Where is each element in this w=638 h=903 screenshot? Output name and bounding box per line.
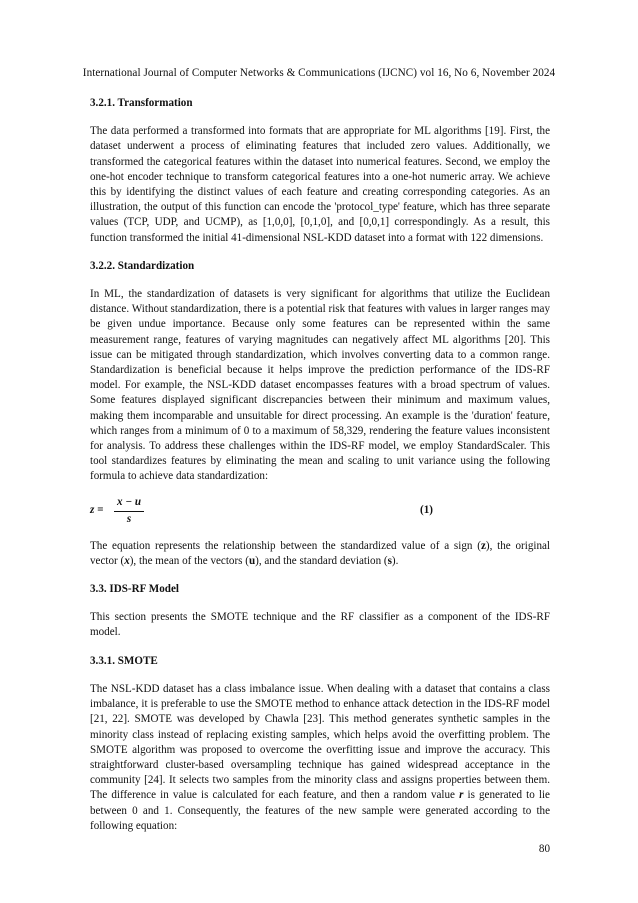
section-heading-standardization: 3.2.2. Standardization [90,259,195,272]
section-heading-ids-rf-model: 3.3. IDS-RF Model [90,583,179,596]
equation-denominator: s [126,512,132,525]
page-number: 80 [538,843,550,855]
variable-u: u [248,554,256,567]
paragraph-smote: The NSL-KDD dataset has a class imbalance issue. When dealing with a dataset that contains a class imbalance, it is preferable to use the SMOTE method to enhance attack detection in the IDS-RF model [21, 22]. SMOTE was developed by Chawla [23]. This method generates synthetic samples in the minority class instead of replacing existing samples, which helps avoid the overfitting problem. The SMOTE algorithm was proposed to overcome the overfitting issue and improve the accuracy. This straightforward cluster-based oversampling technique has gained widespread acceptance in the community [24]. It selects two samples from the minority class and assigns properties between them. The difference in value is calculated for each feature, and then a random value r is generated to lie between 0 and 1. Consequently, the features of the new sample were generated according to the following equation: [90,682,550,832]
paragraph-equation-explanation: The equation represents the relationship between the standardized value of a sign (z), the original vector (x), the mean of the vectors (u), and the standard deviation (s). [90,539,551,567]
equation-fraction [114,495,144,527]
variable-s: s [387,554,392,567]
section-heading-transformation: 3.2.1. Transformation [90,97,193,109]
page-body [90,96,550,834]
paragraph-standardization: In ML, the standardization of datasets is very significant for algorithms that utilize the Euclidean distance. Without standardization, there is a potential risk that features with values in larger ranges may be given undue importance. Because only some features can be represented within the same measurement range, features of varying magnitudes can negatively affect ML algorithms [20]. This issue can be mitigated through standardization, which involves converting data to a common range. Standardization is beneficial because it helps improve the prediction performance of the IDS-RF model. For example, the NSL-KDD dataset encompasses features with a broad spectrum of values. Some features displayed significant discrepancies between their minimum and maximum values, making them incomparable and unsuitable for direct processing. An example is the 'duration' feature, which ranges from a minimum of 0 to a maximum of 58,329, rendering the feature values inconsistent for analysis. To address these challenges within the IDS-RF model, we employ StandardScaler. This tool standardizes features by eliminating the mean and scaling to unit variance using the following formula to achieve data standardization: [90,288,550,483]
equation-standardization [90,495,550,529]
variable-r: r [459,789,464,802]
equation-lhs: z = [90,503,104,516]
section-heading-smote: 3.3.1. SMOTE [90,654,158,667]
equation-numerator: x − u [114,495,144,512]
paragraph-transformation: The data performed a transformed into formats that are appropriate for ML algorithms [19]. First, the dataset underwent a process of eliminating features that included zero values. Additionally, we transformed the categorical features within the dataset into numerical features. Second, we employ the one-hot encoder technique to transform categorical features into a one-hot numeric array. We achieve this by identifying the distinct values of each feature and creating corresponding categories. As an illustration, the output of this function can encode the 'protocol_type' feature, which has three separate values (TCP, UDP, and UCMP), as [1,0,0], [0,1,0], and [0,0,1] correspondingly. As a result, this function transformed the initial 41-dimensional NSL-KDD dataset into a format with 122 dimensions. [90,125,550,244]
variable-z: z [480,539,486,552]
equation-number: (1) [420,503,433,516]
paragraph-ids-rf-model: This section presents the SMOTE technique and the RF classifier as a component of the IDS-RF model. [90,611,550,639]
variable-x: x [124,554,130,567]
running-header: International Journal of Computer Networks & Communications (IJCNC) vol 16, No 6, November 2024 [82,67,556,79]
